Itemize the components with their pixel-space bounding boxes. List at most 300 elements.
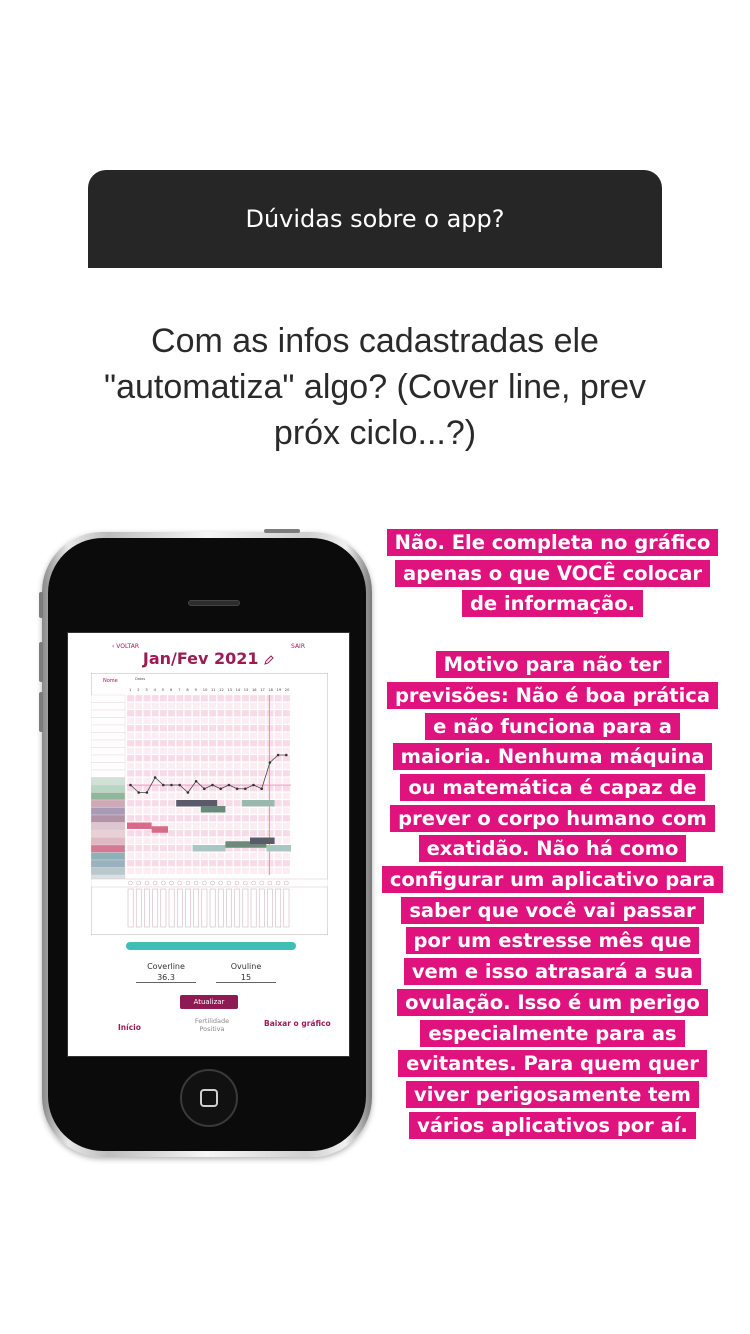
chart-cell: [242, 823, 249, 830]
chart-cell: [127, 800, 134, 807]
chart-cell: [250, 778, 257, 785]
chart-cell: [201, 710, 208, 717]
chart-cell: [209, 740, 216, 747]
chart-cell: [250, 853, 257, 860]
chart-cell: [168, 793, 175, 800]
chart-cell: [135, 695, 142, 702]
chart-cell: [225, 733, 232, 740]
chart-cell: [242, 718, 249, 725]
chart-cell: [152, 763, 159, 770]
chart-note-cell: [210, 889, 215, 927]
chart-cell: [283, 733, 290, 740]
chart-cell: [266, 778, 273, 785]
chart-cell: [184, 695, 191, 702]
chart-cell: [143, 733, 150, 740]
chart-day-number: 18: [268, 688, 273, 692]
chart-cell: [242, 695, 249, 702]
temperature-point: [228, 784, 231, 787]
chart-cell: [176, 733, 183, 740]
chart-cell: [283, 785, 290, 792]
chart-cell: [242, 733, 249, 740]
chart-cell: [184, 748, 191, 755]
back-link[interactable]: ‹ VOLTAR: [112, 643, 140, 650]
chart-cell: [201, 830, 208, 837]
chart-cell: [160, 868, 167, 875]
chart-cell: [234, 800, 241, 807]
chart-note-cell: [226, 889, 231, 927]
chart-cell: [184, 710, 191, 717]
chart-cell: [168, 763, 175, 770]
ovuline-field[interactable]: [216, 962, 276, 983]
chart-cell: [250, 733, 257, 740]
chart-cell: [176, 748, 183, 755]
chart-cell: [275, 725, 282, 732]
chart-row-label: [91, 725, 125, 733]
chart-cell: [234, 853, 241, 860]
chart-day-number: 19: [276, 688, 282, 692]
chart-cell: [209, 778, 216, 785]
chart-cell: [217, 718, 224, 725]
chart-cell: [250, 703, 257, 710]
chart-note-cell: [284, 889, 289, 927]
chart-cell: [209, 755, 216, 762]
chart-cell: [135, 845, 142, 852]
chart-cell: [135, 740, 142, 747]
chart-cell: [160, 770, 167, 777]
chart-cell: [168, 710, 175, 717]
answer-line: configurar um aplicativo para: [382, 866, 723, 893]
chart-cell: [176, 860, 183, 867]
chart-note-cell: [251, 889, 256, 927]
chart-cell: [275, 763, 282, 770]
chart-cell: [127, 755, 134, 762]
chart-row-label: [91, 838, 125, 846]
chart-day-number: 8: [186, 688, 189, 692]
chart-day-number: 14: [235, 688, 241, 692]
chart-cell: [160, 793, 167, 800]
chart-cell: [209, 823, 216, 830]
chart-cell: [127, 853, 134, 860]
chart-cell: [258, 860, 265, 867]
chart-cell: [176, 853, 183, 860]
chart-header-dates: Datas: [135, 677, 146, 681]
chart-cell: [201, 733, 208, 740]
chart-cell: [242, 815, 249, 822]
chart-row-label: [91, 793, 125, 801]
chart-cell: [176, 710, 183, 717]
chart-cell: [225, 808, 232, 815]
sticker-title: Dúvidas sobre o app?: [245, 205, 505, 233]
chart-cell: [275, 733, 282, 740]
chart-cell: [225, 710, 232, 717]
chart-cell: [242, 748, 249, 755]
chart-note-cell: [243, 889, 248, 927]
chart-bar: [201, 806, 226, 813]
chart-cell: [234, 710, 241, 717]
chart-cell: [234, 860, 241, 867]
chart-cell: [176, 755, 183, 762]
chart-cell: [143, 778, 150, 785]
temperature-point: [162, 784, 165, 787]
chart-cell: [184, 838, 191, 845]
chart-cell: [283, 815, 290, 822]
chart-row-label: [91, 718, 125, 726]
answer-line: viver perigosamente tem: [406, 1081, 699, 1108]
chart-cell: [135, 733, 142, 740]
exit-link[interactable]: SAIR: [291, 643, 305, 650]
answer-line: Não. Ele completa no gráfico: [387, 529, 719, 556]
chart-row-label: [91, 830, 125, 838]
chart-cell: [258, 695, 265, 702]
chart-cell: [250, 695, 257, 702]
answer-line: previsões: Não é boa prática: [387, 682, 718, 709]
question-text: Com as infos cadastradas ele "automatiza" algo? (Cover line, prev próx ciclo...?): [104, 322, 646, 452]
chart-cell: [234, 793, 241, 800]
chart-day-number: 12: [219, 688, 224, 692]
answer-line: por um estresse mês que: [406, 927, 700, 954]
chart-cell: [234, 725, 241, 732]
chart-cell: [275, 778, 282, 785]
chart-cell: [201, 770, 208, 777]
chart-cell: [225, 815, 232, 822]
chart-cell: [201, 868, 208, 875]
chart-cell: [258, 868, 265, 875]
chart-cell: [127, 748, 134, 755]
chart-cell: [176, 778, 183, 785]
chart-cell: [258, 710, 265, 717]
chart-cell: [275, 838, 282, 845]
chart-cell: [127, 770, 134, 777]
chart-cell: [258, 823, 265, 830]
temperature-point: [203, 787, 206, 790]
chart-cell: [225, 778, 232, 785]
chart-cell: [209, 830, 216, 837]
chart-cell: [193, 748, 200, 755]
chart-cell: [209, 815, 216, 822]
chart-cell: [201, 763, 208, 770]
chart-cell: [152, 785, 159, 792]
chart-header-name: Nome: [103, 678, 118, 684]
chart-cell: [201, 853, 208, 860]
chart-cell: [209, 733, 216, 740]
chart-cell: [258, 733, 265, 740]
chart-cell: [283, 793, 290, 800]
update-button[interactable]: Atualizar: [180, 995, 238, 1009]
chart-cell: [242, 725, 249, 732]
chart-cell: [160, 838, 167, 845]
chart-cell: [152, 808, 159, 815]
chart-day-number: 2: [137, 688, 140, 692]
answer-line: vem e isso atrasará a sua: [404, 958, 701, 985]
chart-cell: [143, 868, 150, 875]
chart-cell: [266, 748, 273, 755]
temperature-point: [211, 784, 214, 787]
coverline-value[interactable]: 36.3: [136, 973, 196, 983]
chart-row-label: [91, 703, 125, 711]
chart-cell: [258, 770, 265, 777]
chart-cell: [152, 733, 159, 740]
chart-cell: [225, 740, 232, 747]
chart-cell: [266, 718, 273, 725]
chart-cell: [176, 770, 183, 777]
chart-cell: [283, 860, 290, 867]
chart-cell: [225, 703, 232, 710]
chart-cell: [193, 703, 200, 710]
coverline-field[interactable]: [136, 962, 196, 983]
chart-cell: [127, 845, 134, 852]
answer-line: Motivo para não ter: [436, 651, 670, 678]
chart-cell: [168, 823, 175, 830]
chart-row-label: [91, 763, 125, 771]
chart-cell: [152, 695, 159, 702]
chart-cell: [250, 710, 257, 717]
chart-cell: [242, 755, 249, 762]
chart-note-cell: [161, 889, 166, 927]
cycle-chart: [91, 673, 328, 935]
chart-cell: [258, 748, 265, 755]
chart-cell: [152, 710, 159, 717]
chart-cell: [127, 710, 134, 717]
chart-row-label: [91, 860, 125, 868]
chart-cell: [160, 725, 167, 732]
chart-cell: [234, 718, 241, 725]
chart-cell: [242, 778, 249, 785]
ovuline-label: Ovuline: [230, 962, 262, 971]
chart-cell: [193, 815, 200, 822]
chart-cell: [135, 710, 142, 717]
chart-cell: [143, 800, 150, 807]
chart-note-cell: [136, 889, 141, 927]
chart-cell: [266, 808, 273, 815]
chart-cell: [250, 860, 257, 867]
chart-cell: [127, 778, 134, 785]
chart-cell: [209, 718, 216, 725]
chart-cell: [135, 718, 142, 725]
chart-cell: [193, 740, 200, 747]
chart-day-number: 16: [252, 688, 257, 692]
chart-cell: [266, 815, 273, 822]
chart-cell: [266, 703, 273, 710]
chart-cell: [209, 748, 216, 755]
chart-cell: [160, 800, 167, 807]
chart-cell: [201, 838, 208, 845]
chart-cell: [283, 703, 290, 710]
chart-cell: [143, 718, 150, 725]
chart-cell: [266, 695, 273, 702]
pencil-icon[interactable]: [264, 655, 274, 665]
chart-cell: [234, 748, 241, 755]
chart-cell: [160, 860, 167, 867]
chart-cell: [176, 793, 183, 800]
chart-cell: [127, 695, 134, 702]
chart-note-cell: [218, 889, 223, 927]
chart-cell: [283, 725, 290, 732]
ovuline-value[interactable]: 15: [216, 973, 276, 983]
chart-cell: [160, 845, 167, 852]
cycle-progress-bar: [126, 942, 296, 950]
chart-cell: [283, 800, 290, 807]
chart-cell: [127, 740, 134, 747]
chart-cell: [275, 830, 282, 837]
chart-cell: [160, 853, 167, 860]
chart-cell: [143, 755, 150, 762]
chart-cell: [250, 868, 257, 875]
chart-cell: [234, 733, 241, 740]
chart-cell: [250, 793, 257, 800]
answer-paragraph-1: [380, 528, 725, 620]
chart-cell: [184, 763, 191, 770]
phone-mockup: [42, 532, 372, 1157]
chart-cell: [266, 793, 273, 800]
chart-cell: [143, 763, 150, 770]
chart-cell: [250, 808, 257, 815]
chart-cell: [250, 763, 257, 770]
chart-cell: [152, 815, 159, 822]
chart-cell: [201, 778, 208, 785]
chart-cell: [160, 710, 167, 717]
chart-cell: [176, 838, 183, 845]
chart-cell: [168, 778, 175, 785]
chart-cell: [127, 703, 134, 710]
chart-cell: [143, 770, 150, 777]
chart-cell: [184, 778, 191, 785]
chart-cell: [209, 860, 216, 867]
chart-cell: [184, 725, 191, 732]
chart-cell: [283, 838, 290, 845]
chart-cell: [209, 703, 216, 710]
chart-cell: [168, 695, 175, 702]
chart-cell: [242, 770, 249, 777]
chart-note-cell: [267, 889, 272, 927]
chart-cell: [168, 748, 175, 755]
chart-cell: [275, 800, 282, 807]
chart-cell: [250, 770, 257, 777]
chart-cell: [258, 755, 265, 762]
chart-cell: [275, 748, 282, 755]
chart-cell: [152, 718, 159, 725]
chart-cell: [217, 770, 224, 777]
chart-cell: [143, 695, 150, 702]
chart-cell: [176, 868, 183, 875]
temperature-point: [146, 791, 149, 794]
home-button[interactable]: [180, 1069, 238, 1127]
chart-cell: [242, 740, 249, 747]
answer-text: [380, 528, 725, 1141]
chart-cell: [217, 725, 224, 732]
chart-cell: [242, 793, 249, 800]
chart-cell: [266, 785, 273, 792]
answer-line: de informação.: [462, 590, 643, 617]
chart-cell: [258, 853, 265, 860]
chart-cell: [193, 718, 200, 725]
app-logo: [188, 1017, 236, 1033]
chart-cell: [143, 740, 150, 747]
chart-cell: [266, 823, 273, 830]
chart-cell: [184, 740, 191, 747]
chart-cell: [266, 853, 273, 860]
chart-row-label: [91, 808, 125, 816]
chart-cell: [143, 703, 150, 710]
chart-cell: [266, 740, 273, 747]
chart-cell: [217, 748, 224, 755]
chart-cell: [127, 718, 134, 725]
chart-cell: [283, 748, 290, 755]
temperature-point: [154, 776, 157, 779]
chart-note-cell: [153, 889, 158, 927]
chart-cell: [225, 763, 232, 770]
temperature-point: [244, 787, 247, 790]
chart-cell: [209, 710, 216, 717]
chart-cell: [143, 748, 150, 755]
temperature-point: [129, 784, 132, 787]
chart-cell: [275, 815, 282, 822]
chart-cell: [250, 823, 257, 830]
chart-cell: [250, 815, 257, 822]
chart-row-label: [91, 785, 125, 793]
chart-cell: [209, 838, 216, 845]
download-chart-link[interactable]: [264, 1019, 331, 1028]
chart-cell: [127, 808, 134, 815]
chart-cell: [176, 763, 183, 770]
chart-cell: [201, 793, 208, 800]
chart-cell: [283, 868, 290, 875]
answer-line: maioria. Nenhuma máquina: [393, 743, 713, 770]
chart-cell: [275, 808, 282, 815]
chart-cell: [225, 823, 232, 830]
chart-row-label: [91, 770, 125, 778]
chart-row-label: [91, 755, 125, 763]
chart-note-cell: [259, 889, 264, 927]
chart-cell: [209, 725, 216, 732]
chart-cell: [193, 733, 200, 740]
chart-cell: [217, 838, 224, 845]
chart-cell: [283, 718, 290, 725]
chart-cell: [127, 793, 134, 800]
temperature-point: [195, 780, 198, 783]
chart-cell: [184, 868, 191, 875]
chart-cell: [184, 755, 191, 762]
chart-cell: [184, 718, 191, 725]
chart-note-cell: [169, 889, 174, 927]
chart-cell: [209, 793, 216, 800]
chart-cell: [242, 868, 249, 875]
chart-cell: [127, 763, 134, 770]
chart-cell: [127, 868, 134, 875]
chart-cell: [143, 808, 150, 815]
chart-cell: [176, 740, 183, 747]
chart-cell: [176, 718, 183, 725]
chart-cell: [168, 868, 175, 875]
chart-cell: [217, 778, 224, 785]
logo-text: Fertilidade Positiva: [194, 1017, 230, 1033]
chart-cell: [283, 740, 290, 747]
chart-cell: [234, 703, 241, 710]
chart-cell: [135, 755, 142, 762]
temperature-point: [252, 784, 255, 787]
chart-cell: [193, 860, 200, 867]
chart-cell: [193, 755, 200, 762]
chart-cell: [168, 733, 175, 740]
chart-cell: [193, 770, 200, 777]
chart-cell: [225, 860, 232, 867]
chart-row-label: [91, 778, 125, 786]
chart-cell: [234, 815, 241, 822]
chart-cell: [168, 860, 175, 867]
chart-cell: [135, 703, 142, 710]
temperature-point: [219, 787, 222, 790]
nav-home-link[interactable]: Início: [118, 1023, 141, 1032]
chart-cell: [275, 770, 282, 777]
